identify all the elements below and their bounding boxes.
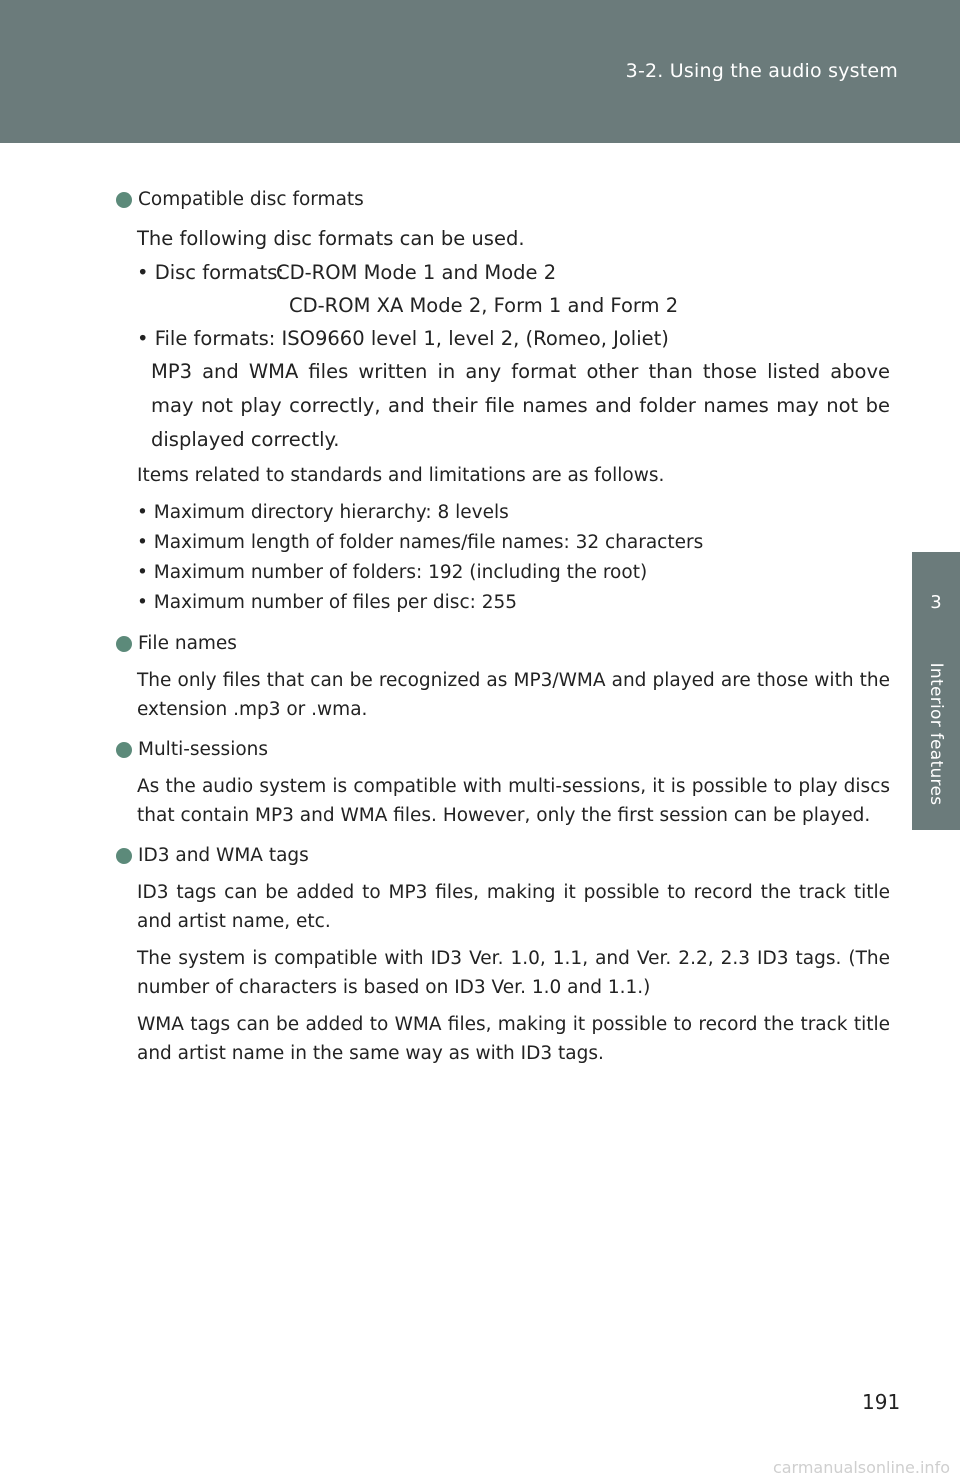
disc-formats-label: • Disc formats:	[137, 261, 285, 284]
section-heading	[116, 736, 890, 764]
page-number: 191	[862, 1390, 901, 1414]
page-header	[0, 0, 960, 143]
limit-item: • Maximum length of folder names/file names: 32 characters	[137, 532, 704, 553]
heading-text: File names	[138, 633, 237, 654]
heading-text: Multi-sessions	[138, 739, 269, 760]
paragraph: WMA tags can be added to WMA files, making it possible to record the track title and artist name in the same way as with ID3 tags.	[137, 1014, 890, 1064]
watermark: carmanualsonline.info	[772, 1458, 950, 1477]
chapter-tab	[912, 552, 960, 830]
bullet-circle-icon	[116, 848, 132, 864]
section-heading	[116, 842, 890, 870]
section-heading	[116, 630, 890, 658]
file-formats-row: • File formats: ISO9660 level 1, level 2, (Romeo, Joliet)	[137, 327, 669, 350]
page-content	[116, 186, 890, 1068]
bullet-circle-icon	[116, 742, 132, 758]
disc-formats-row-continued: CD-ROM XA Mode 2, Form 1 and Form 2	[289, 294, 679, 317]
bullet-circle-icon	[116, 192, 132, 208]
paragraph: The system is compatible with ID3 Ver. 1.0, 1.1, and Ver. 2.2, 2.3 ID3 tags. (The number of characters is based on ID3 Ver. 1.0 and 1.1.)	[137, 948, 890, 998]
limit-item: • Maximum number of files per disc: 255	[137, 592, 518, 613]
limit-item: • Maximum number of folders: 192 (including the root)	[137, 562, 648, 583]
disc-formats-value: CD-ROM Mode 1 and Mode 2	[276, 261, 557, 284]
paragraph: As the audio system is compatible with multi-sessions, it is possible to play discs that contain MP3 and WMA files. However, only the first session can be played.	[137, 776, 890, 826]
heading-text: ID3 and WMA tags	[138, 845, 309, 866]
chapter-number: 3	[930, 592, 942, 613]
paragraph: The following disc formats can be used.	[137, 227, 525, 250]
heading-text: Compatible disc formats	[138, 189, 364, 210]
paragraph: ID3 tags can be added to MP3 files, making it possible to record the track title and artist name, etc.	[137, 882, 890, 932]
section-title: 3-2. Using the audio system	[625, 60, 898, 82]
section-heading	[116, 186, 890, 214]
format-note: MP3 and WMA files written in any format other than those listed above may not play correctly, and their file names and folder names may not be displayed correctly.	[151, 360, 890, 451]
disc-formats-row	[116, 256, 890, 289]
chapter-label: Interior features	[926, 662, 946, 806]
limits-intro: Items related to standards and limitations are as follows.	[137, 465, 665, 486]
paragraph: The only files that can be recognized as MP3/WMA and played are those with the extension .mp3 or .wma.	[137, 670, 890, 720]
bullet-circle-icon	[116, 636, 132, 652]
limit-item: • Maximum directory hierarchy: 8 levels	[137, 502, 509, 523]
